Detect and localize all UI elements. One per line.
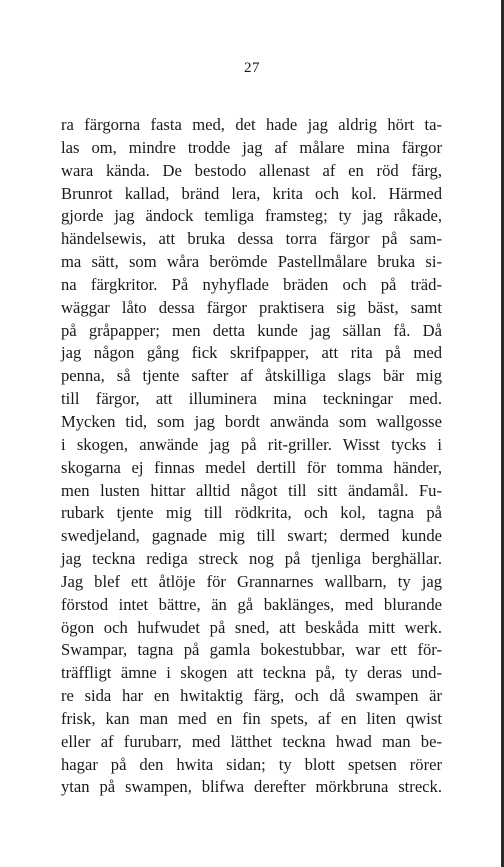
text-line: men lusten hittar alltid något till sitt ändamål. Fu- <box>61 480 442 500</box>
text-line: händelsewis, att bruka dessa torra färgor på sam- <box>61 229 442 249</box>
text-line: wäggar låto dessa färgor praktisera sig bäst, samt <box>61 297 442 317</box>
page-number: 27 <box>244 60 260 76</box>
text-line: jag någon gång fick skrifpapper, att rita på med <box>61 343 442 363</box>
text-line: penna, så tjente safter af åtskilliga slags bär mig <box>61 366 442 386</box>
text-line: swedjeland, gagnade mig till swart; dermed kunde <box>61 526 442 546</box>
text-line: skogarna ej finnas medel dertill för tomma händer, <box>61 457 442 477</box>
text-line: Mycken tid, som jag bordt anwända som wallgosse <box>61 411 442 431</box>
text-line: eller af furubarr, med lätthet teckna hwad man be- <box>61 731 442 751</box>
text-line: na färgkritor. På nyhyflade bräden och på träd- <box>61 274 442 294</box>
text-line: förstod intet bättre, än gå baklänges, med blurande <box>61 594 442 614</box>
text-line: ytan på swampen, blifwa derefter mörkbruna streck. <box>61 777 442 797</box>
text-line: ma sätt, som wåra berömde Pastellmålare bruka si- <box>61 252 442 272</box>
text-line: Swampar, tagna på gamla bokestubbar, war ett för- <box>61 640 442 660</box>
text-line: i skogen, anwände jag på rit-griller. Wisst tycks i <box>61 434 442 454</box>
text-line: till färgor, att illuminera mina teckningar med. <box>61 389 442 409</box>
body-text <box>61 114 442 799</box>
text-line: ögon och hufwudet på sned, att beskåda mitt werk. <box>61 617 442 637</box>
text-line: ra färgorna fasta med, det hade jag aldrig hört ta- <box>61 115 442 134</box>
text-line: las om, mindre trodde jag af målare mina färgor <box>61 137 442 157</box>
text-line: Jag blef ett åtlöje för Grannarnes wallbarn, ty jag <box>61 571 442 591</box>
text-line: jag teckna rediga streck nog på tjenliga berghällar. <box>61 549 442 569</box>
text-line: rubark tjente mig till rödkrita, och kol, tagna på <box>61 503 442 523</box>
text-line: frisk, kan man med en fin spets, af en liten qwist <box>61 708 442 728</box>
text-line: på gråpapper; men detta kunde jag sällan få. Då <box>61 320 442 340</box>
text-line: Brunrot kallad, bränd lera, krita och kol. Härmed <box>61 183 442 203</box>
text-line: träffligt ämne i skogen att teckna på, ty deras und- <box>61 663 442 683</box>
text-line: re sida har en hwitaktig färg, och då swampen är <box>61 686 442 706</box>
text-line: wara kända. De bestodo allenast af en röd färg, <box>61 160 442 180</box>
text-line: gjorde jag ändock temliga framsteg; ty jag råkade, <box>61 206 442 226</box>
text-line: hagar på den hwita sidan; ty blott spetsen rörer <box>61 754 442 774</box>
